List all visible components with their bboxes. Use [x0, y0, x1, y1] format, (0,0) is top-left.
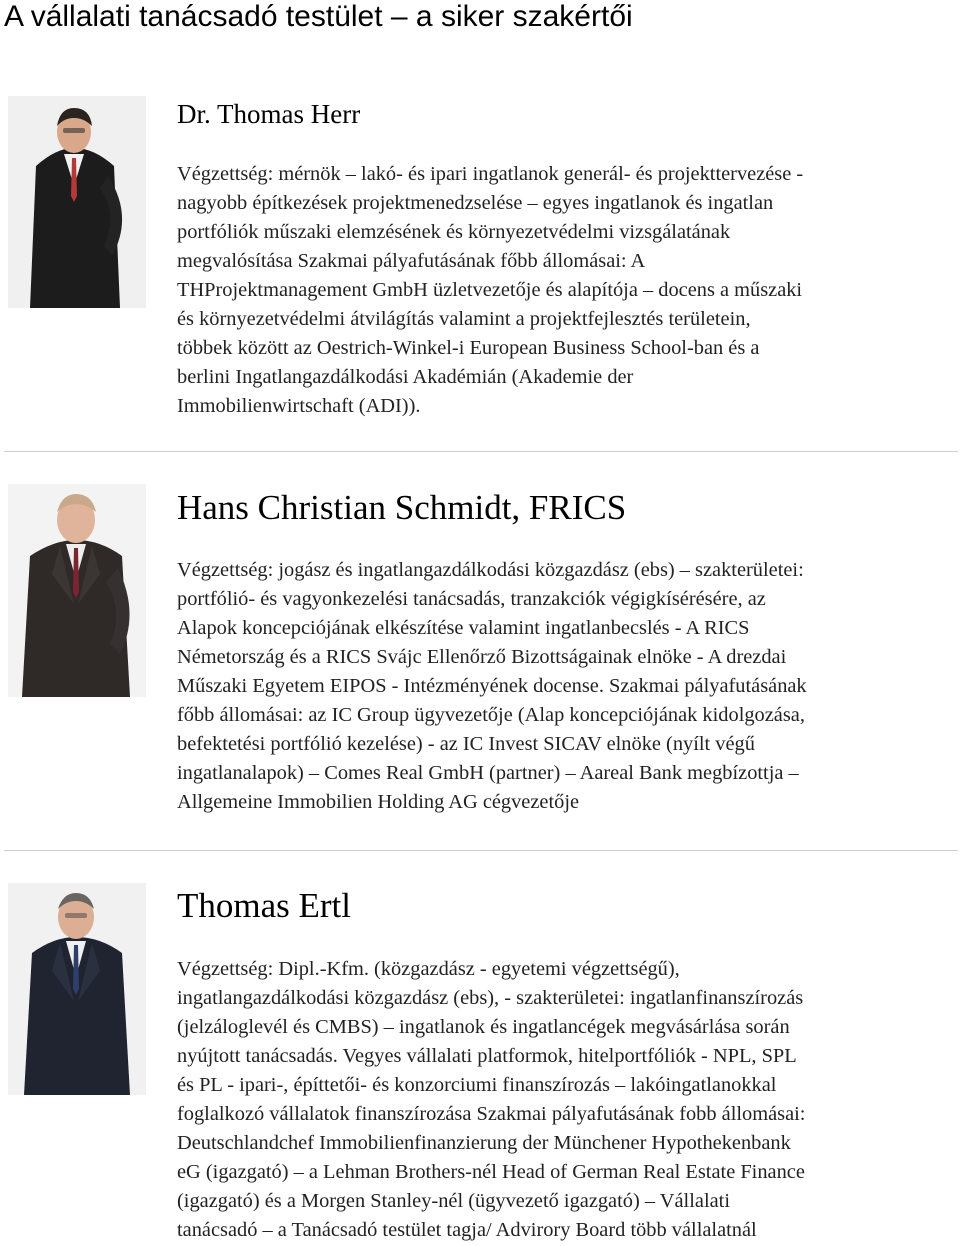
- portrait-illustration: [8, 883, 146, 1095]
- portrait-photo: [8, 883, 146, 1095]
- bio-line: többek között az Oestrich-Winkel-i European Business School-ban és a: [177, 337, 760, 359]
- bio-line: foglalkozó vállalatok finanszírozása Szakmai pályafutásának fobb állomásai:: [177, 1103, 806, 1125]
- bio-line: ingatlanalapok) – Comes Real GmbH (partner) – Aareal Bank megbízottja –: [177, 762, 799, 784]
- bio-line: tanácsadó – a Tanácsadó testület tagja/ Advirory Board több vállalatnál: [177, 1219, 757, 1241]
- advisor-bio: [177, 556, 957, 817]
- portrait-illustration: [8, 96, 146, 308]
- portrait-photo: [8, 96, 146, 308]
- bio-line: berlini Ingatlangazdálkodási Akadémián (Akademie der: [177, 366, 634, 388]
- advisor-bio: [177, 160, 957, 421]
- bio-line: Végzettség: jogász és ingatlangazdálkodási közgazdász (ebs) – szakterületei:: [177, 559, 804, 581]
- bio-line: befektetési portfólió kezelése) - az IC Invest SICAV elnöke (nyílt végű: [177, 733, 755, 755]
- bio-line: portfóliók műszaki elemzésének és környezetvédelmi vizsgálatának: [177, 221, 731, 243]
- bio-line: Németország és a RICS Svájc Ellenőrző Bizottságainak elnöke - A drezdai: [177, 646, 787, 668]
- bio-line: nyújtott tanácsadás. Vegyes vállalati platformok, hitelportfóliók - NPL, SPL: [177, 1045, 797, 1067]
- bio-line: Végzettség: mérnök – lakó- és ipari ingatlanok generál- és projekttervezése -: [177, 163, 804, 185]
- advisor-name: Dr. Thomas Herr: [177, 99, 361, 129]
- advisor-name: Hans Christian Schmidt, FRICS: [177, 488, 627, 527]
- bio-line: ingatlangazdálkodási közgazdász (ebs), - szakterületei: ingatlanfinanszírozás: [177, 987, 804, 1009]
- bio-line: Alapok koncepciójának elkészítése valamint ingatlanbecslés - A RICS: [177, 617, 750, 639]
- bio-line: és környezetvédelmi átvilágítás valamint a projektfejlesztés területein,: [177, 308, 751, 330]
- bio-line: eG (igazgató) – a Lehman Brothers-nél Head of German Real Estate Finance: [177, 1161, 805, 1183]
- portrait-photo: [8, 484, 146, 697]
- page-title: A vállalati tanácsadó testület – a siker szakértői: [4, 0, 633, 33]
- bio-line: Deutschlandchef Immobilienfinanzierung der Münchener Hypothekenbank: [177, 1132, 791, 1154]
- bio-line: nagyobb építkezések projektmenedzselése – egyes ingatlanok és ingatlan: [177, 192, 774, 214]
- bio-line: megvalósítása Szakmai pályafutásának főbb állomásai: A: [177, 250, 646, 272]
- bio-line: Végzettség: Dipl.-Kfm. (közgazdász - egyetemi végzettségű),: [177, 958, 680, 980]
- section-divider: [4, 451, 958, 452]
- bio-line: Allgemeine Immobilien Holding AG cégvezetője: [177, 791, 580, 813]
- bio-line: főbb állomásai: az IC Group ügyvezetője (Alap koncepciójának kidolgozása,: [177, 704, 805, 726]
- bio-line: Immobilienwirtschaft (ADI)).: [177, 395, 421, 417]
- bio-line: Műszaki Egyetem EIPOS - Intézményének docense. Szakmai pályafutásának: [177, 675, 807, 697]
- bio-line: és PL - ipari-, építtetői- és konzorciumi finanszírozás – lakóingatlanokkal: [177, 1074, 777, 1096]
- advisor-name: Thomas Ertl: [177, 886, 351, 925]
- advisor-bio: [177, 955, 957, 1245]
- bio-line: (igazgató) és a Morgen Stanley-nél (ügyvezető igazgató) – Vállalati: [177, 1190, 730, 1212]
- bio-line: THProjektmanagement GmbH üzletvezetője és alapítója – docens a műszaki: [177, 279, 803, 301]
- bio-line: (jelzáloglevél és CMBS) – ingatlanok és ingatlancégek megvásárlása során: [177, 1016, 790, 1038]
- bio-line: portfólió- és vagyonkezelési tanácsadás, tranzakciók végigkísérésére, az: [177, 588, 766, 610]
- portrait-illustration: [8, 484, 146, 697]
- section-divider: [4, 850, 958, 851]
